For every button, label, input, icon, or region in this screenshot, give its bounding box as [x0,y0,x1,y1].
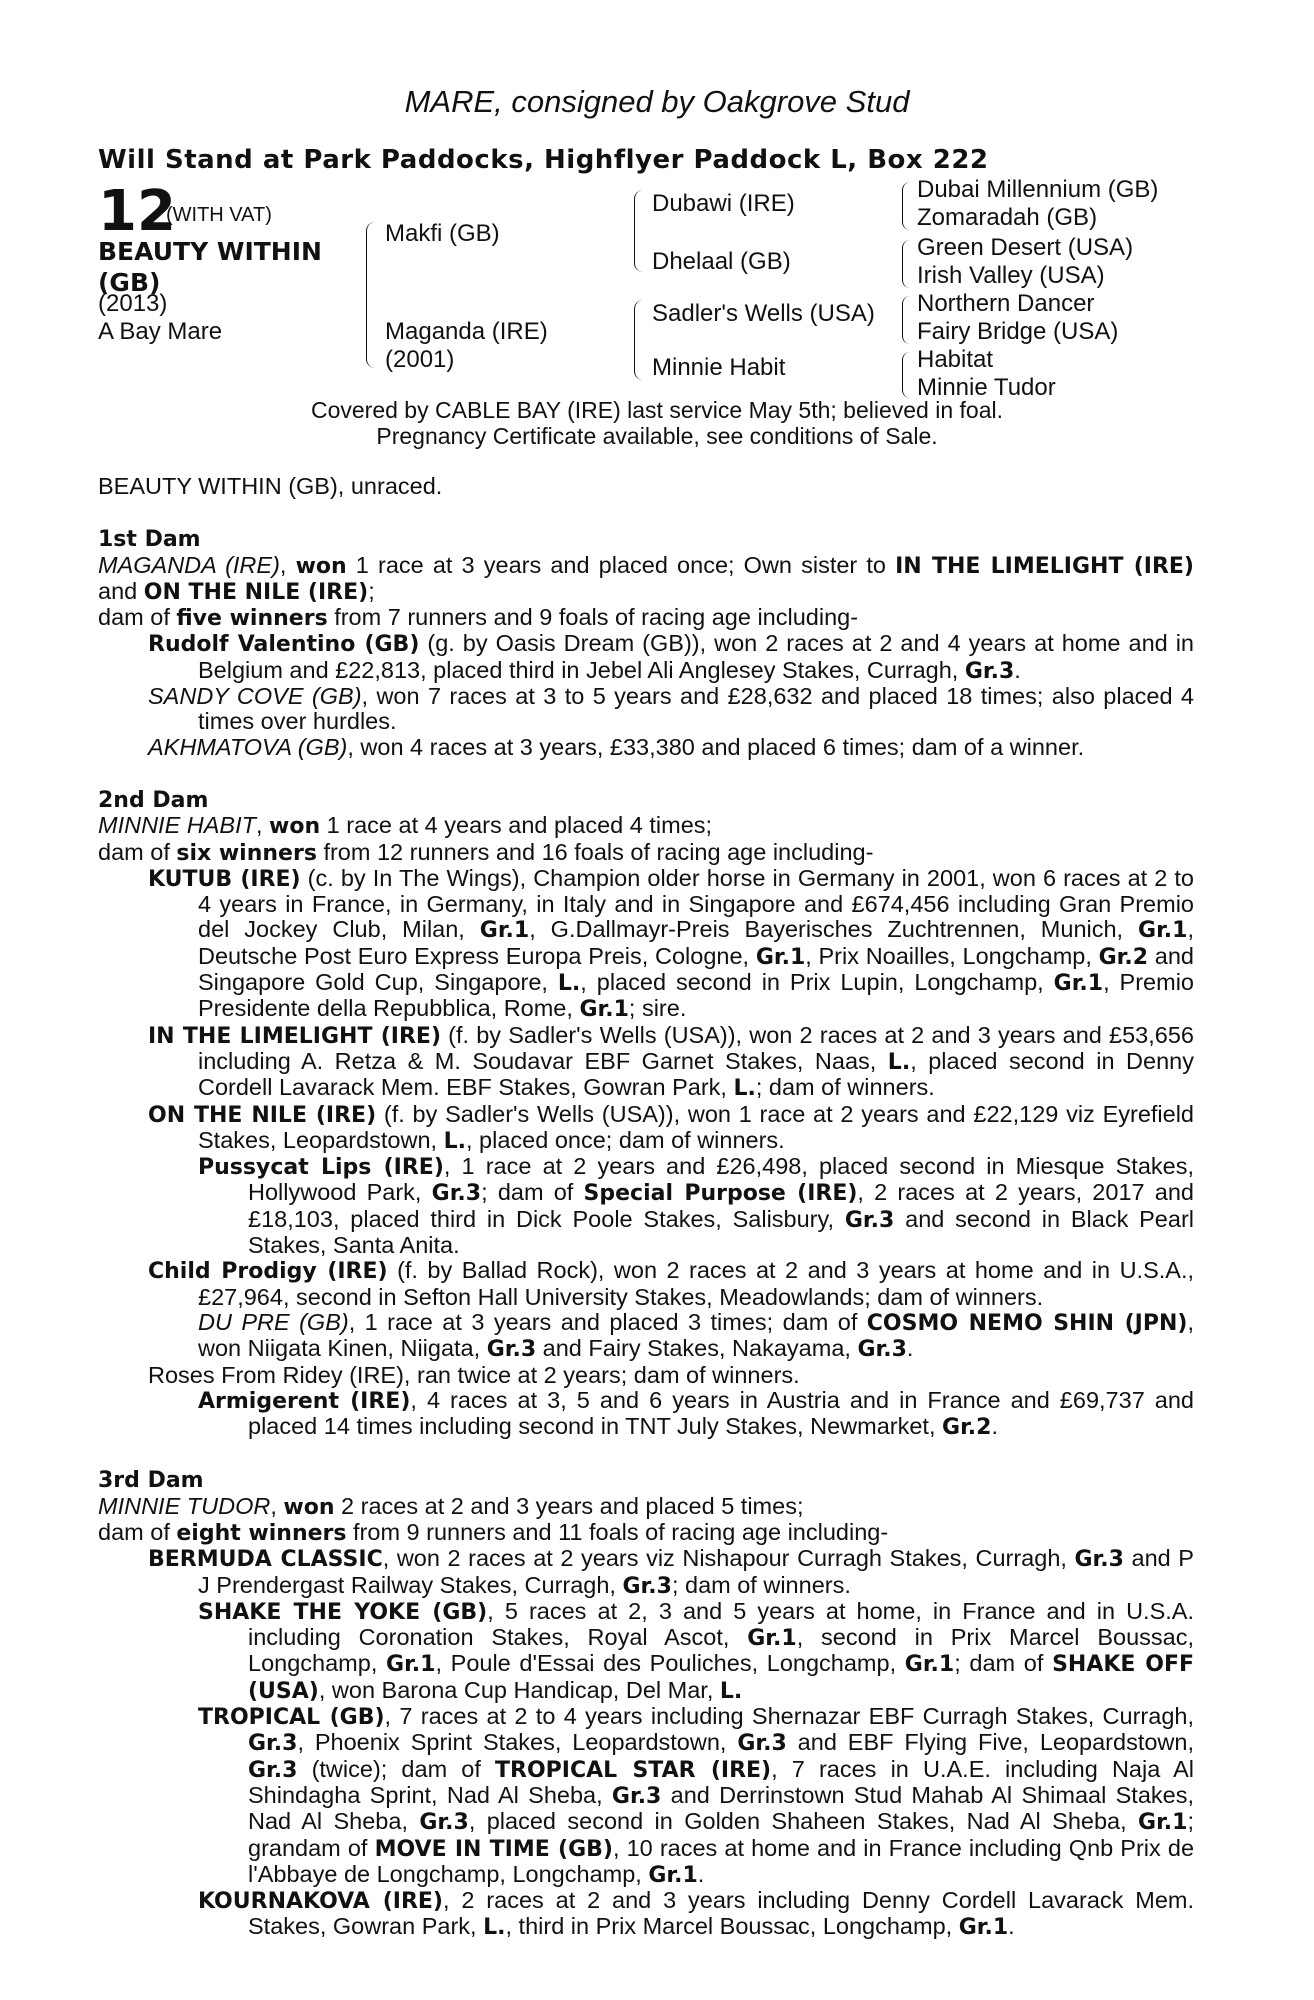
grade: Gr.3 [486,1337,537,1363]
text: ; dam of winners. [671,1571,851,1598]
pedigree-brace [366,222,375,368]
progeny-entry [98,1388,1194,1441]
progeny-entry [98,1154,1194,1258]
grade: Gr.1 [1138,1810,1188,1836]
grade: Gr.3 [248,1731,298,1757]
text: , won Niigata Kinen, Niigata, [198,1308,1194,1362]
text: (g. by Oasis Dream (GB)), won 2 races at 2 and 4 years at home and in Belgium and £22,813, placed third in Jebel Ali Anglesey Stakes, Curragh, [198,630,1194,683]
progeny-entry [98,1258,1194,1310]
text: , 1 race at 2 years and £26,498, placed second in Miesque Stakes, Hollywood Park, [248,1153,1194,1206]
text: , Prix Noailles, Longchamp, [805,942,1099,969]
pedigree-brace [902,240,910,288]
won-label: won [295,553,347,579]
progeny-entry [98,1888,1194,1941]
grade: Gr.1 [755,944,806,970]
text: . [697,1860,705,1887]
text: from 7 runners and 9 foals of racing age including- [327,604,859,631]
text: . [1014,656,1021,683]
text: . [1008,1913,1015,1940]
text: , placed second in Golden Shaheen Stakes, Nad Al Sheba, [468,1808,1139,1835]
text: , Poule d'Essai des Pouliches, Longchamp, [435,1650,905,1677]
pedigree-g3-4: Irish Valley (USA) [917,262,1105,289]
intro-line: BEAUTY WITHIN (GB), unraced. [98,473,443,499]
text: , won 4 races at 3 years, £33,380 and placed 6 times; dam of a winner. [347,733,1085,760]
covering-note [0,397,1314,449]
text: , 5 races at 2, 3 and 5 years at home, in France and in U.S.A. including Coronation Stakes, Royal Ascot, [248,1597,1194,1651]
grade: L. [557,971,581,997]
text: , 2 races at 2 years, 2017 and £18,103, placed third in Dick Poole Stakes, Salisbury, [248,1179,1194,1232]
progeny-name: Child Prodigy (IRE) [148,1259,388,1285]
text: (twice); dam of [297,1755,496,1782]
pedigree-brace [902,182,910,230]
text: dam of [98,1518,177,1545]
progeny-entry [98,1599,1194,1704]
text: dam of [98,604,177,631]
grade: Gr.3 [964,658,1015,684]
pedigree-dam-sire: Sadler's Wells (USA) [652,300,875,327]
foaling-year: (2013) [98,290,168,317]
pedigree-dam-year: (2001) [385,346,455,373]
grade: Gr.3 [419,1810,469,1836]
progeny-name: MOVE IN TIME (GB) [374,1836,613,1862]
text: ; sire. [628,995,687,1022]
grade: Gr.3 [857,1337,907,1363]
grade: L. [443,1128,466,1154]
text: , 7 races at 2 to 4 years including Shernazar EBF Curragh Stakes, Curragh, [384,1703,1194,1730]
pedigree-brace [902,352,910,398]
grade: Gr.1 [958,1915,1009,1941]
grade: Gr.2 [942,1415,992,1441]
pedigree-g3-2: Zomaradah (GB) [917,204,1098,231]
text: , won 2 races at 2 years viz Nishapour Curragh Stakes, Curragh, [382,1545,1075,1572]
pedigree-g3-5: Northern Dancer [917,290,1095,317]
grade: L. [719,1678,743,1704]
text: (c. by In The Wings), Champion older horse in Germany in 2001, won 6 races at 2 to 4 years in France, in Germany, in Italy and in Singapore and £674,456 including Gran Premio del Jockey Club, Milan, [198,864,1194,943]
text: , placed second in Prix Lupin, Longchamp, [580,969,1054,996]
progeny-name: Special Purpose (IRE) [583,1181,858,1207]
pedigree-dam: Maganda (IRE) [385,318,548,345]
third-dam-heading: 3rd Dam [98,1468,204,1494]
progeny-entry [98,1704,1194,1888]
text: from 12 runners and 16 foals of racing age including- [316,838,874,865]
grade: Gr.3 [844,1207,895,1233]
horse-meta [98,290,222,346]
pregnancy-line: Pregnancy Certificate available, see conditions of Sale. [376,423,938,449]
pedigree-dam-dam: Minnie Habit [652,354,786,381]
third-dam-produce [98,1520,1194,1546]
text: and Singapore Gold Cup, Singapore, [198,942,1194,996]
text: and second in Black Pearl Stakes, Santa Anita. [248,1205,1194,1259]
text: ; grandam of [248,1808,1194,1861]
first-dam-heading: 1st Dam [98,527,201,553]
text: ; dam of [481,1179,584,1206]
progeny-name: BERMUDA CLASSIC [148,1547,383,1573]
progeny-name: SHAKE OFF (USA) [248,1652,1194,1704]
text: , Deutsche Post Euro Express Europa Preis, Cologne, [198,916,1194,969]
progeny-entry [98,684,1194,735]
text: (f. by Ballad Rock), won 2 races at 2 and 3 years at home and in U.S.A., £27,964, second in Sefton Hall University Stakes, Meadowlands; dam of winners. [198,1257,1195,1310]
text: from 9 runners and 11 foals of racing age including- [346,1518,889,1545]
progeny-name: AKHMATOVA (GB) [148,733,348,760]
pedigree-sire-sire: Dubawi (IRE) [652,190,795,217]
pedigree-g3-3: Green Desert (USA) [917,234,1134,261]
dam-name: MINNIE TUDOR [98,1492,271,1519]
progeny-name: DU PRE (GB) [198,1308,349,1335]
stabling-location: Will Stand at Park Paddocks, Highflyer Paddock L, Box 222 [98,145,989,175]
grade: Gr.3 [737,1731,787,1757]
text: 2 races at 2 and 3 years and placed 5 times; [334,1492,804,1519]
progeny-name: Armigerent (IRE) [198,1388,411,1414]
text: (f. by Sadler's Wells (USA)), won 2 races at 2 and 3 years and £53,656 including A. Retza & M. Soudavar EBF Garnet Stakes, Naas, [198,1021,1194,1074]
pedigree-sire: Makfi (GB) [385,220,500,247]
consignor-heading: MARE, consigned by Oakgrove Stud [404,84,910,119]
pedigree-g3-7: Habitat [917,346,994,373]
grade: L. [733,1076,756,1102]
grade: Gr.3 [611,1783,662,1809]
progeny-name: COSMO NEMO SHIN (JPN) [866,1310,1188,1336]
progeny-name: Pussycat Lips (IRE) [198,1155,444,1181]
progeny-name: ON THE NILE (IRE) [148,1102,377,1128]
grade: Gr.1 [479,918,530,944]
progeny-name: TROPICAL (GB) [198,1705,385,1731]
first-dam-record: MAGANDA (IRE), won 1 race at 3 years and placed once; Own sister to IN THE LIMELIGHT (IRE) and ON THE NILE (IRE); [98,551,1194,605]
horse-name [98,236,338,298]
progeny-entry: Roses From Ridey (IRE), ran twice at 2 years; dam of winners. [148,1361,800,1388]
progeny-name: IN THE LIMELIGHT (IRE) [148,1023,442,1049]
text: and EBF Flying Five, Leopardstown, [786,1729,1194,1756]
winners-count: eight winners [176,1520,347,1546]
sibling-name: IN THE LIMELIGHT (IRE) [895,553,1194,579]
progeny-entry [98,866,1194,1023]
text: , 1 race at 3 years and placed 3 times; dam of [348,1308,867,1335]
text: , 2 races at 2 and 3 years including Denny Cordell Lavarack Mem. Stakes, Gowran Park, [248,1887,1194,1940]
progeny-name: Rudolf Valentino (GB) [148,632,420,658]
progeny-name: SANDY COVE (GB) [148,683,362,710]
text: , G.Dallmayr-Preis Bayerisches Zuchtrennen, Munich, [529,916,1139,943]
grade: Gr.2 [1098,944,1149,970]
text: , 10 races at home and in France including Qnb Prix de l'Abbaye de Longchamp, Longchamp, [248,1834,1195,1887]
horse-name-line2: (GB) [98,268,161,297]
progeny-entry [98,631,1194,684]
winners-count: five winners [176,606,328,632]
progeny-entry [98,735,1194,760]
second-dam-heading: 2nd Dam [98,787,209,813]
progeny-name: KOURNAKOVA (IRE) [198,1889,443,1915]
pedigree-sire-dam: Dhelaal (GB) [652,248,791,275]
pedigree-brace [634,190,643,272]
progeny-entry [98,1546,1194,1599]
lot-number: 12 [98,179,176,244]
vat-note: (WITH VAT) [166,204,272,226]
pedigree-g3-1: Dubai Millennium (GB) [917,176,1159,203]
second-dam-produce [98,840,1194,866]
third-dam-record: MINNIE TUDOR, won 2 races at 2 and 3 years and placed 5 times; [98,1492,804,1520]
grade: Gr.1 [648,1862,698,1888]
sibling-name: ON THE NILE (IRE) [143,579,369,605]
grade: Gr.3 [622,1573,672,1599]
text: 1 race at 3 years and placed once; Own sister to [346,551,896,578]
progeny-name: TROPICAL STAR (IRE) [495,1757,772,1783]
grade: Gr.1 [386,1652,436,1678]
dam-name: MINNIE HABIT [98,812,256,839]
pedigree-brace [634,300,643,380]
first-dam-produce [98,605,1194,631]
text: , Phoenix Sprint Stakes, Leopardstown, [297,1729,738,1756]
progeny-entry [98,1023,1194,1102]
text: , third in Prix Marcel Boussac, Longchamp, [505,1913,959,1940]
text: , won Barona Cup Handicap, Del Mar, [318,1676,720,1703]
text: . [991,1413,998,1440]
won-label: won [283,1494,335,1520]
dam-name: MAGANDA (IRE) [98,551,280,578]
grade: L. [483,1915,506,1941]
text: ; [368,577,375,604]
covering-line: Covered by CABLE BAY (IRE) last service May 5th; believed in foal. [310,397,1003,423]
progeny-name: SHAKE THE YOKE (GB) [198,1599,488,1625]
text: ; dam of [954,1650,1053,1677]
text: 1 race at 4 years and placed 4 times; [320,812,713,839]
text: and [98,577,144,604]
grade: L. [887,1049,911,1075]
grade: Gr.3 [248,1757,298,1783]
text: and Derrinstown Stud Mahab Al Shimaal Stakes, Nad Al Sheba, [248,1781,1194,1835]
progeny-entry [98,1102,1194,1155]
text: (f. by Sadler's Wells (USA)), won 1 race at 2 years and £22,129 viz Eyrefield Stakes, Leopardstown, [198,1100,1194,1153]
horse-name-line1: BEAUTY WITHIN [98,237,322,266]
grade: Gr.1 [1053,971,1104,997]
text: , 4 races at 3, 5 and 6 years in Austria and in France and £69,737 and placed 14 times including second in TNT July Stakes, Newmarket, [248,1386,1194,1440]
text: ; dam of winners. [755,1074,935,1101]
won-label: won [269,814,321,840]
progeny-name: KUTUB (IRE) [148,866,301,892]
produce-record [98,474,1194,1941]
winners-count: six winners [176,840,317,866]
grade: Gr.1 [1138,918,1188,944]
grade: Gr.3 [1074,1547,1124,1573]
text: , placed once; dam of winners. [465,1126,785,1153]
text: , second in Prix Marcel Boussac, Longchamp, [248,1624,1194,1677]
text: dam of [98,838,177,865]
text: , won 7 races at 3 to 5 years and £28,632 and placed 18 times; also placed 4 times over hurdles. [198,683,1194,735]
text: , placed second in Denny Cordell Lavarack Mem. EBF Stakes, Gowran Park, [198,1047,1194,1101]
progeny-entry [98,1310,1194,1363]
text: and P J Prendergast Railway Stakes, Curragh, [198,1545,1194,1598]
grade: Gr.3 [431,1181,482,1207]
grade: Gr.1 [579,997,629,1023]
pedigree-g3-8: Minnie Tudor [917,374,1056,401]
text: , Premio Presidente della Repubblica, Rome, [198,969,1194,1022]
text: , 7 races in U.A.E. including Naja Al Shindagha Sprint, Nad Al Sheba, [248,1755,1195,1808]
text: and Fairy Stakes, Nakayama, [536,1335,858,1362]
pedigree-brace [902,296,910,344]
grade: Gr.1 [747,1626,797,1652]
horse-description: A Bay Mare [98,318,223,345]
text: . [906,1335,914,1362]
grade: Gr.1 [904,1652,955,1678]
second-dam-record: MINNIE HABIT, won 1 race at 4 years and placed 4 times; [98,812,713,840]
pedigree-g3-6: Fairy Bridge (USA) [917,318,1119,345]
